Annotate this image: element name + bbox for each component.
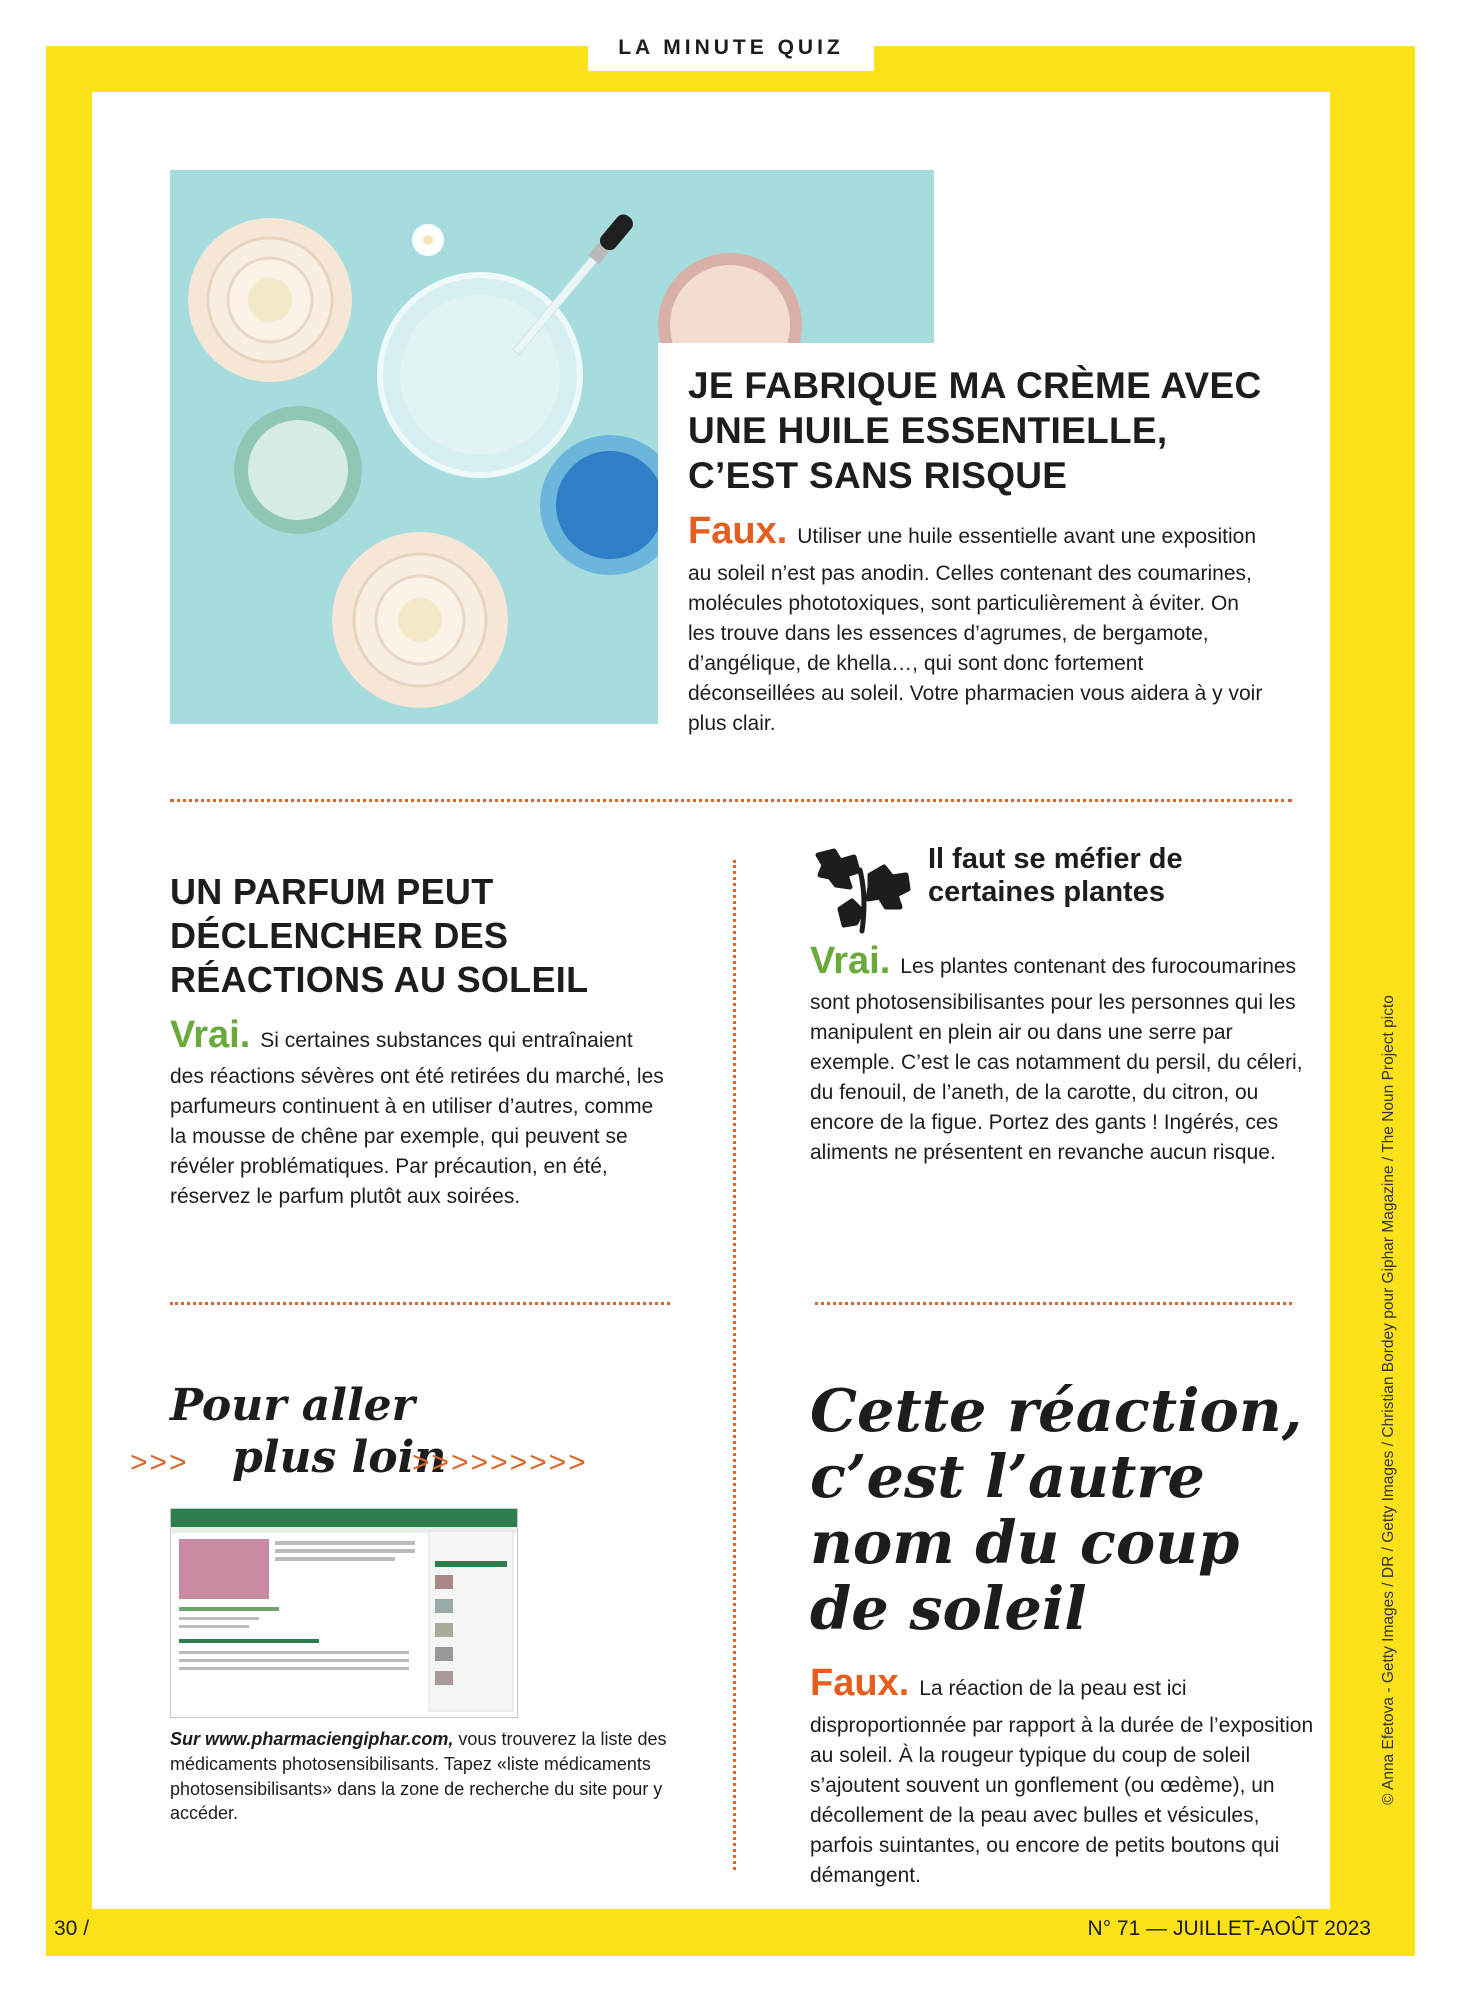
quiz-2-verdict: Vrai. [170,1013,251,1056]
separator-right [815,1302,1292,1305]
ranunculus-flower-top [188,218,352,382]
quiz-4-answer-text: La réaction de la peau est ici disproportionnée par rapport à la durée de l’exposition au soleil. À la rougeur typique du coup de soleil s’ajoutent souvent un gonflement (ou œdème), un décollement de la peau avec bulles et vésicules, parfois suintantes, ou encore de petits boutons qui démangent. [810,1677,1314,1887]
further-reading-title-1: Pour aller [170,1380,415,1431]
separator-vertical [733,860,736,1870]
photo-credits-text: © Anna Efetova - Getty Images / DR / Getty Images / Christian Bordey pour Giphar Magazine / The Noun Project picto [1380,995,1397,1805]
further-reading-text [170,1727,670,1826]
site-link[interactable]: Sur www.pharmaciengiphar.com, [170,1729,454,1749]
quiz-1-verdict: Faux. [688,510,788,553]
arrows-right: >>>>>>>>> [412,1446,588,1479]
quiz-3-verdict: Vrai. [810,939,891,982]
parsley-leaf-icon [810,845,915,935]
separator-left [170,1302,670,1305]
quiz-3-answer-text: Les plantes contenant des furocoumarines sont photosensibilisantes pour les personnes qui les manipulent en plein air ou dans une serre par exemple. C’est le cas notamment du persil, du céleri, du fenouil, de l’aneth, de la carotte, du citron, ou encore de la figue. Portez des gants ! Ingérés, ces aliments ne présentent en revanche aucun risque. [810,954,1303,1165]
quiz-4-answer [810,1656,1320,1890]
quiz-3-answer [810,934,1310,1168]
arrows-left: >>> [130,1446,189,1479]
quiz-1-answer [688,504,1268,738]
quiz-4 [810,1378,1320,1891]
photo-credits [1380,920,1420,1880]
quiz-2-question: UN PARFUM PEUT DÉCLENCHER DES RÉACTIONS AU SOLEIL [170,871,589,1000]
quiz-2 [170,870,670,1212]
page-number: 30 / [54,1917,90,1940]
quiz-3 [810,845,1310,1168]
quiz-3-question: Il faut se méfier de certaines plantes [928,843,1183,909]
section-header: LA MINUTE QUIZ [588,25,874,71]
quiz-2-answer [170,1008,670,1212]
quiz-1 [658,343,1298,743]
quiz-2-answer-text: Si certaines substances qui entraînaient des réactions sévères ont été retirées du marché, les parfumeurs continuent à en utiliser d’autres, comme la mousse de chêne par exemple, qui peuvent se révéler problématiques. Par précaution, en été, réservez le parfum plutôt aux soirées. [170,1028,664,1209]
quiz-1-answer-text: Utiliser une huile essentielle avant une exposition au soleil n’est pas anodin. Celles contenant des coumarines, molécules phototoxiques, sont particulièrement à éviter. On les trouve dans les essences d’agrumes, de bergamote, d’angélique, de khella…, qui sont donc fortement déconseillées au soleil. Votre pharmacien vous aidera à y voir plus clair. [688,525,1263,735]
green-cream-jar [234,406,362,534]
website-screenshot [170,1508,518,1718]
ranunculus-flower-bottom [332,532,508,708]
further-reading-body: vous trouverez la liste des médicaments photosensibilisants. Tapez «liste médicaments photosensibilisants» dans la zone de recherche du site pour y accéder. [170,1729,667,1824]
quiz-1-question: JE FABRIQUE MA CRÈME AVEC UNE HUILE ESSENTIELLE, C’EST SANS RISQUE [688,365,1262,497]
quiz-4-verdict: Faux. [810,1662,910,1705]
separator-top [170,799,1292,802]
issue-info: N° 71 — JUILLET-AOÛT 2023 [1087,1917,1371,1940]
further-reading-title-2: plus loin [232,1432,447,1483]
quiz-4-question: Cette réaction, c’est l’autre nom du coup de soleil [810,1376,1303,1644]
